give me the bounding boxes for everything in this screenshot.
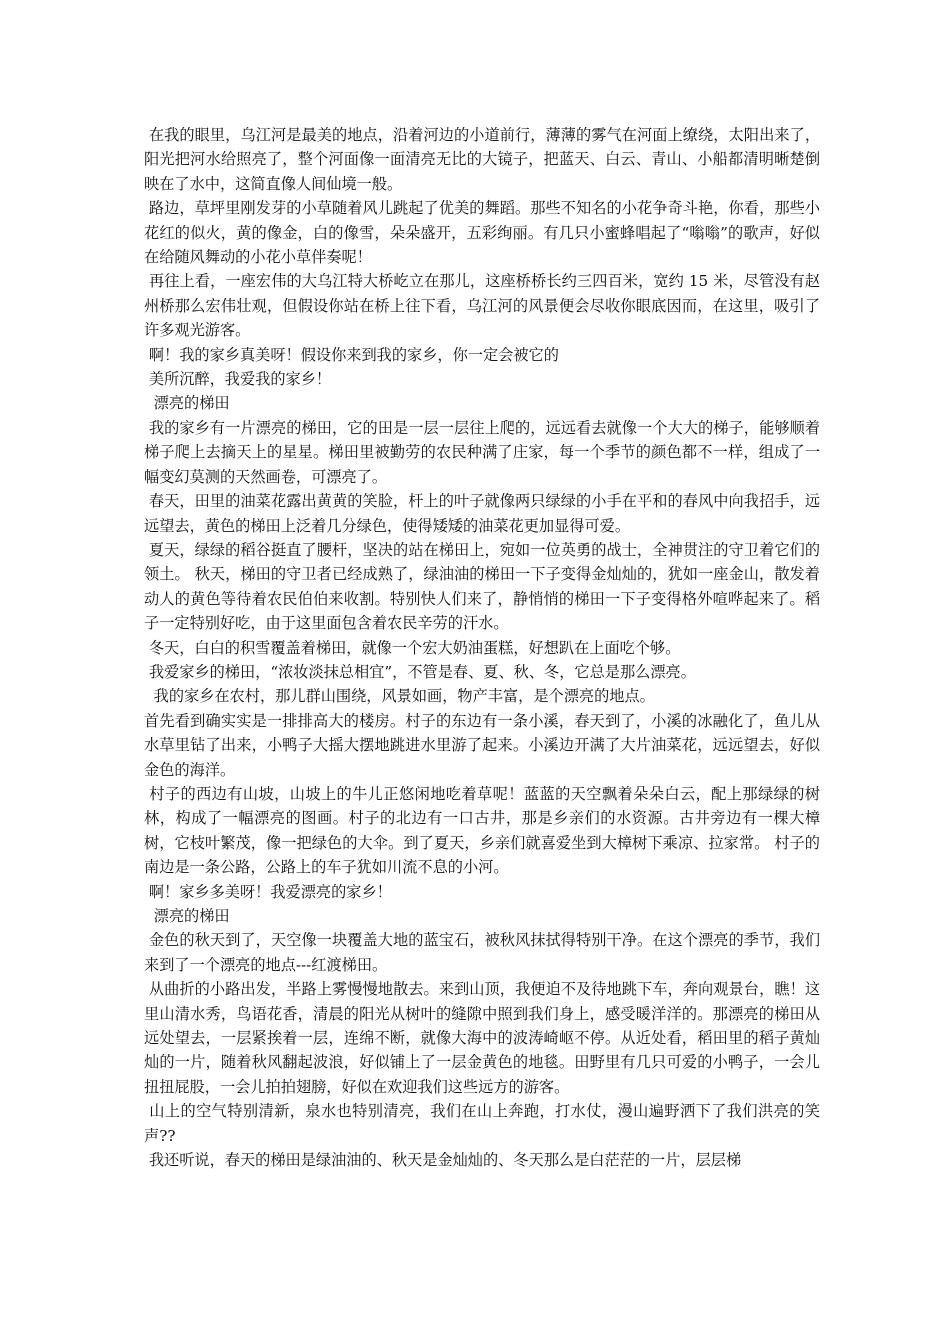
paragraph-winter: 冬天，白白的积雪覆盖着梯田，就像一个宏大奶油蛋糕，好想趴在上面吃个够。 [144, 638, 681, 657]
paragraph-terraces-intro: 我的家乡有一片漂亮的梯田，它的田是一层一层往上爬的，远远看去就像一个大大的梯子，能够顺着梯子爬上去摘天上的星星。梯田里被勤劳的农民种满了庄家，每一个季节的颜色都不一样，组成了一幅变幻莫测的天然画卷，可漂亮了。 [144, 418, 821, 486]
paragraph-mountain-view: 从曲折的小路出发，半路上雾慢慢地散去。来到山顶，我便迫不及待地跳下车，奔向观景台，瞧！这里山清水秀，鸟语花香，清晨的阳光从树叶的缝隙中照到我们身上，感受暖洋洋的。那漂亮的梯田从远处望去，一层紧挨着一层，连绵不断，就像大海中的波涛崎岖不停。从近处看，稻田里的稻子黄灿灿的一片，随着秋风翻起波浪，好似铺上了一层金黄色的地毯。田野里有几只可爱的小鸭子，一会儿扭扭屁股，一会儿拍拍翅膀，好似在欢迎我们这些远方的游客。 [144, 980, 821, 1096]
paragraph-hometown-love: 美所沉醉，我爱我的家乡！ [144, 370, 332, 389]
paragraph-roadside-flowers: 路边，草坪里刚发芽的小草随着风儿跳起了优美的舞蹈。那些不知名的小花争奇斗艳，你看，那些小花红的似火，黄的像金，白的像雪，朵朵盛开，五彩绚丽。有几只小蜜蜂唱起了“嗡嗡”的歌声，好似在给随风舞动的小花小草伴奏呢！ [144, 199, 821, 267]
paragraph-bridge: 再往上看，一座宏伟的大乌江特大桥屹立在那儿，这座桥桥长约三四百米，宽约 15 米，尽管没有赵州桥那么宏伟壮观，但假设你站在桥上往下看，乌江河的风景便会尽收你眼底因而，在这里，吸引了许多观光游客。 [144, 272, 821, 340]
heading-terraces-2: 漂亮的梯田 [144, 907, 230, 925]
paragraph-hometown-beautiful: 啊！家乡多美呀！我爱漂亮的家乡！ [144, 882, 392, 901]
paragraph-love-terraces: 我爱家乡的梯田，“浓妆淡抹总相宜”，不管是春、夏、秋、冬，它总是那么漂亮。 [144, 662, 696, 681]
paragraph-village-west-north-south: 村子的西边有山坡，山坡上的牛儿正悠闲地吃着草呢！蓝蓝的天空飘着朵朵白云，配上那绿绿的树林，构成了一幅漂亮的图画。村子的北边有一口古井，那是乡亲们的水资源。古井旁边有一棵大樟树，它枝叶繁茂，像一把绿色的大伞。到了夏天，乡亲们就喜爱坐到大樟树下乘凉、拉家常。 村子的南边是一条公路，公路上的车子犹如川流不息的小河。 [144, 784, 821, 877]
paragraph-golden-autumn: 金色的秋天到了，天空像一块覆盖大地的蓝宝石，被秋风抹拭得特别干净。在这个漂亮的季节，我们来到了一个漂亮的地点---红渡梯田。 [144, 931, 821, 974]
heading-terraces-1: 漂亮的梯田 [144, 394, 230, 413]
paragraph-summer-autumn: 夏天，绿绿的稻谷挺直了腰杆，坚决的站在梯田上，宛如一位英勇的战士，全神贯注的守卫着它们的领土。 秋天，梯田的守卫者已经成熟了，绿油油的梯田一下子变得金灿灿的，犹如一座金山，散发着动人的黄色等待着农民伯伯来收割。特别快人们来了，静悄悄的梯田一下子变得格外喧哗起来了。稻子一定特别好吃，由于这里面包含着农民辛劳的汗水。 [144, 540, 821, 633]
document-body [144, 123, 820, 1172]
paragraph-mountain-air: 山上的空气特别清新，泉水也特别清亮，我们在山上奔跑，打水仗，漫山遍野洒下了我们洪亮的笑声?? [144, 1102, 821, 1145]
paragraph-village-east: 首先看到确实实是一排排高大的楼房。村子的东边有一条小溪，春天到了，小溪的冰融化了，鱼儿从水草里钻了出来，小鸭子大摇大摆地跳进水里游了起来。小溪边开满了大片油菜花，远远望去，好似金色的海洋。 [144, 711, 820, 779]
paragraph-hometown-exclaim: 啊！我的家乡真美呀！假设你来到我的家乡，你一定会被它的 [144, 345, 559, 364]
paragraph-seasons-heard: 我还听说，春天的梯田是绿油油的、秋天是金灿灿的、冬天那么是白茫茫的一片，层层梯 [144, 1151, 742, 1170]
paragraph-village-intro: 我的家乡在农村，那儿群山围绕，风景如画，物产丰富，是个漂亮的地点。 [144, 687, 655, 706]
paragraph-wujiang-river: 在我的眼里，乌江河是最美的地点，沿着河边的小道前行，薄薄的雾气在河面上缭绕，太阳出来了，阳光把河水给照亮了，整个河面像一面清亮无比的大镜子，把蓝天、白云、青山、小船都清明晰楚倒映在了水中，这简直像人间仙境一般。 [144, 126, 821, 193]
paragraph-spring: 春天，田里的油菜花露出黄黄的笑脸，杆上的叶子就像两只绿绿的小手在平和的春风中向我招手，远远望去，黄色的梯田上泛着几分绿色，使得矮矮的油菜花更加显得可爱。 [144, 492, 821, 535]
